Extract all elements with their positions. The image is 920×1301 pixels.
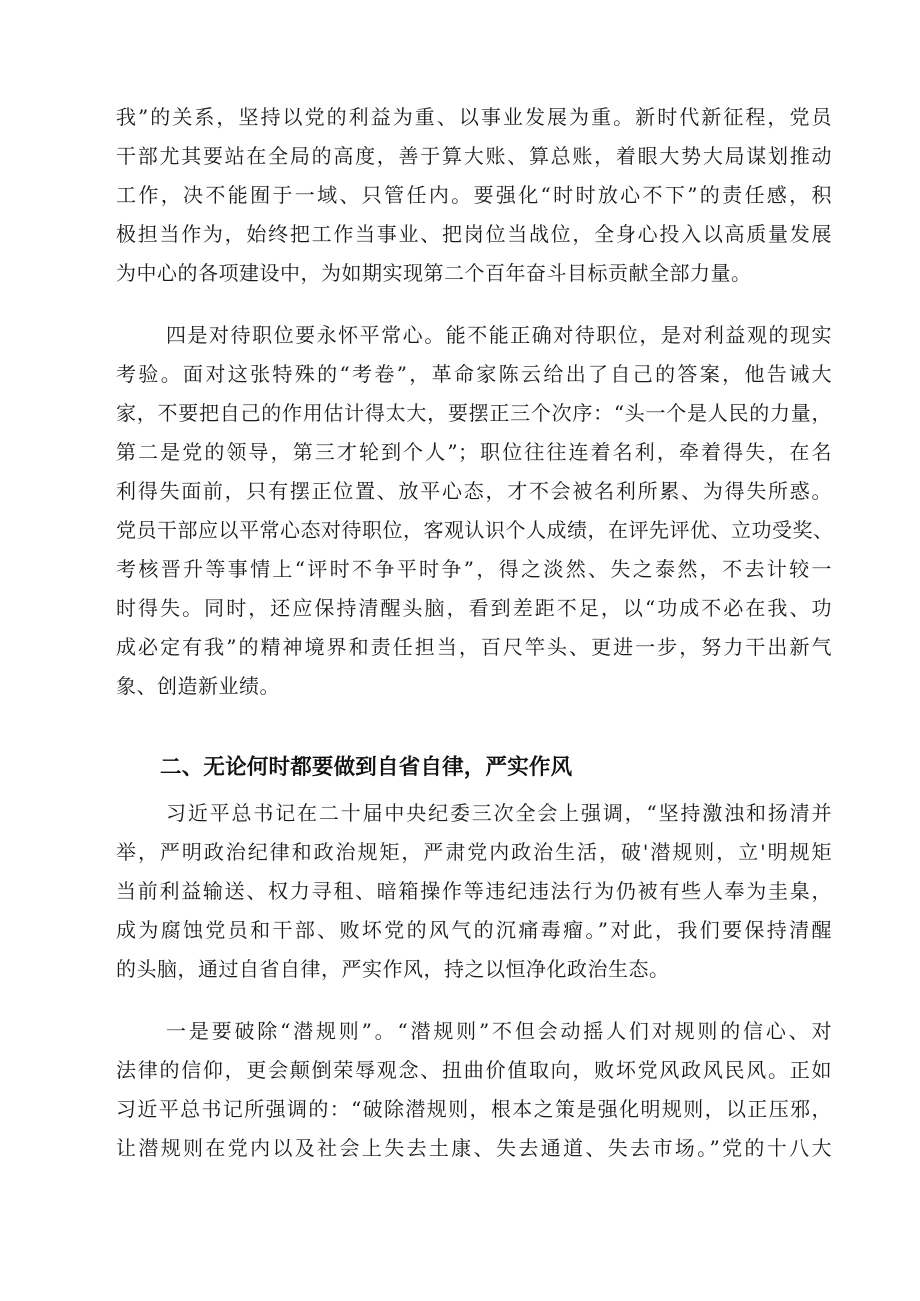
paragraph-line: 时得失。同时，还应保持清醒头脑，看到差距不足，以“功成不必在我、功: [116, 596, 832, 620]
paragraph-line: 的头脑，通过自省自律，严实作风，持之以恒净化政治生态。: [116, 957, 670, 981]
paragraph-line: 干部尤其要站在全局的高度，善于算大账、算总账，着眼大势大局谋划推动: [116, 144, 832, 168]
paragraph-line: 我”的关系，坚持以党的利益为重、以事业发展为重。新时代新征程，党员: [116, 105, 832, 129]
paragraph-line: 习近平总书记在二十届中央纪委三次全会上强调，“坚持激浊和扬清并: [166, 801, 832, 825]
paragraph-line: 考核晋升等事情上“评时不争平时争”，得之淡然、失之泰然，不去计较一: [116, 557, 832, 581]
paragraph-line: 象、创造新业绩。: [116, 674, 280, 698]
paragraph-line: 习近平总书记所强调的：“破除潜规则，根本之策是强化明规则，以正压邪，: [116, 1097, 832, 1121]
section-heading: 二、无论何时都要做到自省自律，严实作风: [160, 755, 573, 780]
paragraph-line: 成为腐蚀党员和干部、败坏党的风气的沉痛毒瘤。”对此，我们要保持清醒: [116, 918, 832, 942]
paragraph-line: 当前利益输送、权力寻租、暗箱操作等违纪违法行为仍被有些人奉为圭臬，: [116, 879, 832, 903]
paragraph-line: 利得失面前，只有摆正位置、放平心态，才不会被名利所累、为得失所惑。: [116, 479, 832, 503]
paragraph-line: 举，严明政治纪律和政治规矩，严肃党内政治生活，破'潜规则，立'明规矩: [116, 840, 832, 864]
paragraph-line: 党员干部应以平常心态对待职位，客观认识个人成绩，在评先评优、立功受奖、: [116, 518, 834, 542]
paragraph-line: 为中心的各项建设中，为如期实现第二个百年奋斗目标贡献全部力量。: [116, 261, 752, 285]
paragraph-line: 家，不要把自己的作用估计得太大，要摆正三个次序：“头一个是人民的力量，: [116, 401, 832, 425]
paragraph-line: 极担当作为，始终把工作当事业、把岗位当战位，全身心投入以高质量发展: [116, 222, 832, 246]
paragraph-line: 考验。面对这张特殊的“考卷”，革命家陈云给出了自己的答案，他告诫大: [116, 362, 832, 386]
paragraph-line: 四是对待职位要永怀平常心。能不能正确对待职位，是对利益观的现实: [166, 323, 832, 347]
paragraph-line: 法律的信仰，更会颠倒荣辱观念、扭曲价值取向，败坏党风政风民风。正如: [116, 1058, 832, 1082]
paragraph-line: 成必定有我”的精神境界和责任担当，百尺竿头、更进一步，努力干出新气: [116, 635, 832, 659]
paragraph-line: 一是要破除“潜规则”。“潜规则”不但会动摇人们对规则的信心、对: [166, 1019, 832, 1043]
paragraph-line: 第二是党的领导，第三才轮到个人”；职位往往连着名利，牵着得失，在名: [116, 440, 832, 464]
paragraph-line: 让潜规则在党内以及社会上失去土康、失去通道、失去市场。”党的十八大: [116, 1136, 832, 1160]
paragraph-line: 工作，决不能囿于一域、只管任内。要强化“时时放心不下”的责任感，积: [116, 183, 832, 207]
